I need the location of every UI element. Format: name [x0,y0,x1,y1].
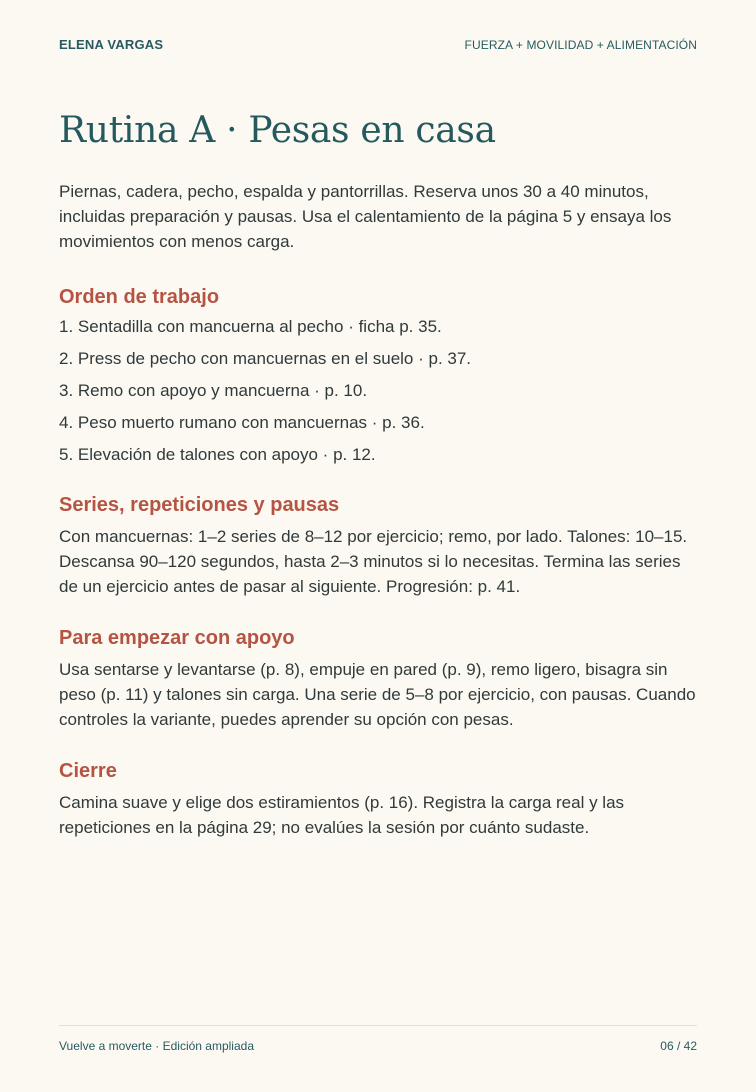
series-heading: Series, repeticiones y pausas [59,494,340,516]
order-heading: Orden de trabajo [59,286,220,308]
order-section [59,284,697,466]
document-page [59,0,697,1092]
running-header [59,37,697,52]
footer-divider [59,1025,697,1026]
exercise-item: 2. Press de pecho con mancuernas en el suelo · p. 37. [59,349,472,368]
series-section [59,492,697,599]
page-content [59,179,697,866]
closing-section [59,758,697,840]
start-heading: Para empezar con apoyo [59,627,295,649]
closing-paragraph: Camina suave y elige dos estiramientos (p. 16). Registra la carga real y las repeticiones en la página 29; no evalúes la sesión por cuánto sudaste. [59,793,625,837]
page-number: 06 / 42 [660,1039,697,1053]
exercise-item: 3. Remo con apoyo y mancuerna · p. 10. [59,381,368,400]
exercise-list [59,316,697,466]
exercise-item: 5. Elevación de talones con apoyo · p. 12. [59,445,376,464]
book-tagline: FUERZA + MOVILIDAD + ALIMENTACIÓN [464,38,697,52]
author-name: ELENA VARGAS [59,37,164,52]
running-footer [59,1039,697,1053]
exercise-item: 4. Peso muerto rumano con mancuernas · p. 36. [59,413,425,432]
intro-paragraph: Piernas, cadera, pecho, espalda y pantorrillas. Reserva unos 30 a 40 minutos, incluidas preparación y pausas. Usa el calentamiento de la página 5 y ensaya los movimientos con menos carga. [59,182,672,251]
closing-heading: Cierre [59,760,117,782]
series-paragraph: Con mancuernas: 1–2 series de 8–12 por ejercicio; remo, por lado. Talones: 10–15. Descansa 90–120 segundos, hasta 2–3 minutos si lo necesitas. Termina las series de un ejercicio antes de pasar al siguiente. Progresión: p. 41. [59,527,688,596]
exercise-item: 1. Sentadilla con mancuerna al pecho · ficha p. 35. [59,317,442,336]
book-title: Vuelve a moverte · Edición ampliada [59,1039,254,1053]
page-title: Rutina A · Pesas en casa [59,110,496,151]
start-section [59,625,697,732]
start-paragraph: Usa sentarse y levantarse (p. 8), empuje en pared (p. 9), remo ligero, bisagra sin peso (p. 11) y talones sin carga. Una serie de 5–8 por ejercicio, con pausas. Cuando controles la variante, puedes aprender su opción con pesas. [59,660,696,729]
